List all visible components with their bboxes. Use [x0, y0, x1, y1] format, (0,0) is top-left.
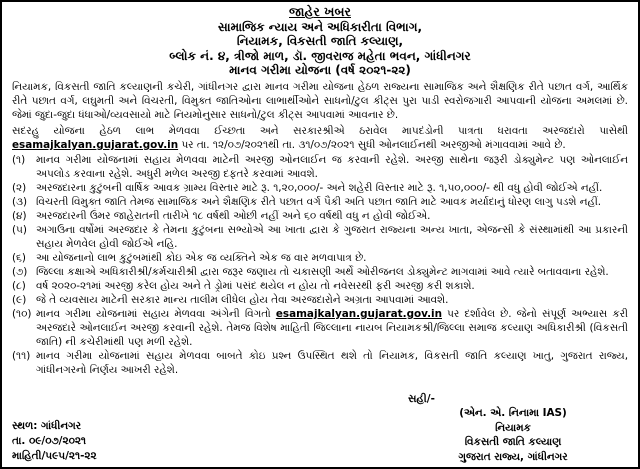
list-item: [12, 181, 628, 195]
intro-text-start: સદરહુ યોજના હેઠળ લાભ મેળવવા ઈચ્છતા અને સરકારશ્રીએ ઠરાવેલ માપદંડોની પાત્રતા ધરાવતા અરજદારો પાસેથી: [12, 124, 628, 137]
list-item: [12, 265, 628, 279]
intro-text-end: પર તા. ૧૨/૦૭/૨૦૨૧થી તા. ૩૧/૦૭/૨૦૨૧ સુધી ઓનલાઈનથી અરજીઓ મંગાવવામાં આવે છે.: [181, 138, 566, 151]
item-number: (૧): [12, 153, 26, 166]
directorate-name: નિયામક, વિકસતી જાતિ કલ્યાણ,: [236, 34, 404, 49]
office-location: ગુજરાત રાજ્ય, ગાંધીનગર: [458, 450, 568, 463]
item-number: (૮): [12, 279, 26, 292]
list-item: [12, 307, 628, 349]
notice-footer: [12, 392, 628, 464]
list-item: [12, 279, 628, 293]
signed-mark: સહી/-: [408, 392, 435, 405]
item-text: જે તે વ્યવસાય માટેની સરકાર માન્ય તાલીમ લીધેલ હોય તેવા અરજદારોને અગ્રતા આપવામાં આવશે.: [36, 293, 449, 306]
item-number: (૭): [12, 265, 28, 278]
list-item: [12, 153, 628, 181]
item-text: અગાઉના વર્ષોમાં અરજદાર કે તેમના કુટુંબના સભ્યોએ આ ખાતા દ્વારા કે ગુજરાત રાજ્યના અન્ય ખાતા, એજન્સી કે સંસ્થામાંથી આ પ્રકારની સહાય મેળવેલ હોવી જોઈએ નહિ.: [36, 223, 628, 250]
item-number: (૧૧): [12, 349, 31, 362]
item-number: (૧૦): [12, 307, 32, 320]
item-text-end: પર દર્શાવેલ છે. જેનો સંપૂર્ણ અભ્યાસ કરી અરજદારે ઓનલાઈન અરજી કરવાની રહેશે. તેમજ વિશેષ માહિતી જિલ્લાના નાયબ નિયામકશ્રી/જિલ્લા સમાજ કલ્યાણ અધિકારીશ્રી (વિકસતી જાતિ) ની કચેરીમાંથી પણ મળી રહેશે.: [36, 307, 629, 348]
item-text-start: માનવ ગરીમા યોજનામાં સહાય મેળવવા અંગેની વિગતો: [36, 307, 271, 320]
list-item: [12, 209, 628, 223]
item-text: વિચરતી વિમુક્ત જાતિ તેમજ સામાજિક અને શૈક્ષણિક રીતે પછાત વર્ગ પૈકી અતિ પછાત જાતિ માટે આવક મર્યાદાનું ધોરણ લાગુ પડશે નહીં.: [36, 195, 602, 208]
office-address: બ્લોક નં. ૪, ત્રીજો માળ, ડૉ. જીવરાજ મહેતા ભવન, ગાંધીનગર: [169, 48, 471, 63]
item-text: [36, 307, 628, 349]
item-text: જિલ્લા કક્ષાએ અધિકારીશ્રી/કર્મચારીશ્રી દ્વારા જરૂર જણાય તો ચકાસણી અર્થે ઓરીજનલ ડોક્યુમેન્ટ માગવામાં આવે ત્યારે બતાવવાના રહેશે.: [36, 265, 609, 278]
item-number: (૯): [12, 293, 27, 306]
list-item: [12, 251, 628, 265]
notice-header: [12, 5, 628, 78]
list-item: [12, 293, 628, 307]
intro-paragraph-2: [12, 124, 628, 152]
item-number: (૩): [12, 195, 28, 208]
item-number: (૪): [12, 209, 27, 222]
list-item: [12, 223, 628, 251]
notice-title: જાહેર ખબર: [289, 4, 351, 19]
item-text: માનવ ગરીમા યોજનામાં સહાય મેળવવા બાબતે કોઇ પ્રશ્ન ઉપસ્થિત થશે તો નિયામક, વિકસતી જાતિ કલ્યાણ ખાતુ, ગુજરાત રાજ્ય, ગાંધીનગરનો નિર્ણય આખરી રહેશે.: [36, 349, 628, 376]
item-number: (૨): [12, 181, 27, 194]
footer-left: [12, 419, 97, 464]
reference-number: માહિતી/૫૯૫/૨૧-૨૨: [12, 450, 97, 462]
website-link[interactable]: esamajkalyan.gujarat.gov.in: [12, 138, 179, 151]
item-number: (૬): [12, 251, 26, 264]
item-number: (૫): [12, 223, 27, 236]
item-text: માનવ ગરીમા યોજનામાં સહાય મેળવવા માટેની અરજી ઓનલાઈન જ કરવાની રહેશે. અરજી સાથેના જરૂરી ડોક્યુમેન્ટ પણ ઓનલાઈન અપલોડ કરવાના રહેશે. અધુરી મળેલ અરજી દફતરે કરવામાં આવશે.: [36, 153, 628, 180]
place: સ્થળ: ગાંધીનગર: [12, 420, 82, 432]
item-text: અરજદારના કુટુંબની વાર્ષિક આવક ગ્રામ્ય વિસ્તાર માટે રૂ. ૧,૨૦,૦૦૦/- અને શહેરી વિસ્તાર માટે રૂ. ૧,૫૦,૦૦૦/- થી વધુ હોવી જોઈએ નહીં.: [36, 181, 603, 194]
list-item: [12, 349, 628, 377]
designation: નિયામક: [495, 421, 531, 434]
date: તા. ૦૯/૦૭/૨૦૨૧: [12, 435, 87, 447]
officer-name: (એન. એ. નિનામા IAS): [459, 407, 567, 419]
item-text: અરજદારની ઉંમર જાહેરાતની તારીખે ૧૮ વર્ષથી ઓછી નહીં અને ૬૦ વર્ષથી વધુ ન હોવી જોઈએ.: [36, 209, 431, 222]
scheme-name: માનવ ગરીમા યોજના (વર્ષ ૨૦૨૧-૨૨): [229, 63, 411, 78]
office-name: વિકસતી જાતિ કલ્યાણ: [464, 436, 562, 448]
department-name: સામાજિક ન્યાય અને અધિકારીતા વિભાગ,: [217, 19, 423, 34]
signature-block: [408, 392, 618, 465]
item-text: વર્ષ ૨૦૨૦-૨૧માં અરજી કરેલ હોય અને તે ડ્રોમાં પસંદ થયેલ ન હોય તો નવેસરથી ફરી અરજી કરી શકાશે.: [36, 279, 475, 292]
intro-paragraph-1: નિયામક, વિકસતી જાતિ કલ્યાણની કચેરી, ગાંધીનગર દ્વારા માનવ ગરીમા યોજના હેઠળ રાજ્યના સામાજિક અને શૈક્ષણિક રીતે પછાત વર્ગ, આર્થિક રીતે પછાત વર્ગ, લઘુમતી અને વિચરતી, વિમુક્ત જાતિઓના લાભાર્થીઓને સાધનો/ટુલ કીટ્સ પુરા પાડી સ્વરોજગારી આપવાની યોજના અમલમાં છે. જેમાં જુદા-જુદા ધંધાઓ/વ્યવસાયો માટે નિયમોનુસાર સાધનો/ટુલ કીટ્સ આપવામાં આવનાર છે.: [12, 80, 628, 121]
conditions-list: [12, 153, 628, 377]
item-text: આ યોજનાનો લાભ કુટુંબમાંથી કોઇ એક જ વ્યક્તિને એક જ વાર મળવાપાત્ર છે.: [36, 251, 367, 264]
website-link[interactable]: esamajkalyan.gujarat.gov.in: [275, 307, 442, 320]
list-item: [12, 195, 628, 209]
